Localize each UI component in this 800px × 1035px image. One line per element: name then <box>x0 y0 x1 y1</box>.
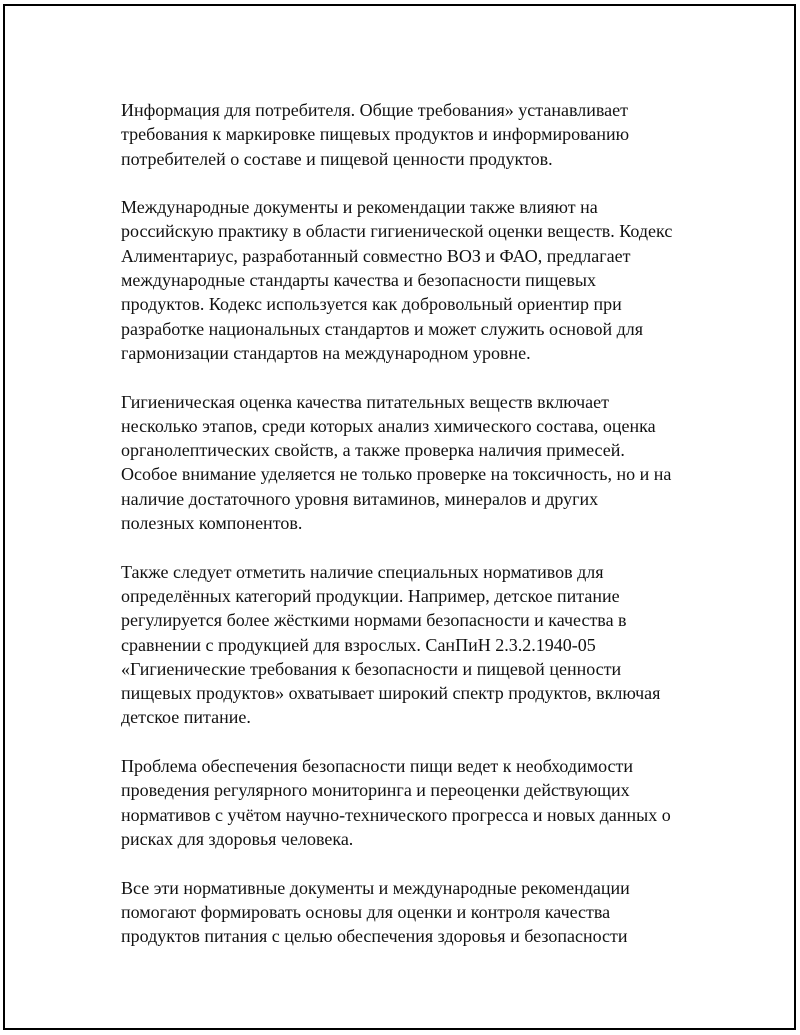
paragraph-3 <box>121 390 711 536</box>
text-line: нормативов с учётом научно-технического прогресса и новых данных о <box>121 804 671 825</box>
text-line: детское питание. <box>121 707 251 728</box>
text-line: несколько этапов, среди которых анализ химического состава, оценка <box>121 415 656 436</box>
text-line: разработке национальных стандартов и может служить основой для <box>121 318 643 339</box>
document-body <box>121 98 711 973</box>
text-line: Алиментариус, разработанный совместно ВОЗ и ФАО, предлагает <box>121 245 631 266</box>
text-line: регулируется более жёсткими нормами безопасности и качества в <box>121 610 627 631</box>
text-line: потребителей о составе и пищевой ценности продуктов. <box>121 148 553 169</box>
paragraph-6 <box>121 876 711 949</box>
text-line: Международные документы и рекомендации также влияют на <box>121 197 598 218</box>
text-line: продуктов. Кодекс используется как добровольный ориентир при <box>121 294 622 315</box>
text-line: Также следует отметить наличие специальных нормативов для <box>121 561 604 582</box>
text-line: пищевых продуктов» охватывает широкий спектр продуктов, включая <box>121 683 661 704</box>
text-line: Особое внимание уделяется не только проверке на токсичность, но и на <box>121 464 672 485</box>
text-line: «Гигиенические требования к безопасности и пищевой ценности <box>121 658 622 679</box>
text-line: требования к маркировке пищевых продуктов и информированию <box>121 124 630 145</box>
text-line: Все эти нормативные документы и международные рекомендации <box>121 877 630 898</box>
text-line: сравнении с продукцией для взрослых. СанПиН 2.3.2.1940-05 <box>121 634 596 655</box>
text-line: проведения регулярного мониторинга и переоценки действующих <box>121 780 630 801</box>
text-line: международные стандарты качества и безопасности пищевых <box>121 270 597 291</box>
paragraph-1 <box>121 98 711 171</box>
paragraph-4 <box>121 560 711 730</box>
text-line: продуктов питания с целью обеспечения здоровья и безопасности <box>121 926 628 947</box>
text-line: Информация для потребителя. Общие требования» устанавливает <box>121 100 628 120</box>
page-frame <box>3 4 796 1030</box>
text-line: Проблема обеспечения безопасности пищи ведет к необходимости <box>121 756 634 777</box>
text-line: рисках для здоровья человека. <box>121 828 354 849</box>
text-line: Гигиеническая оценка качества питательных веществ включает <box>121 391 609 412</box>
text-line: органолептических свойств, а также проверка наличия примесей. <box>121 440 625 461</box>
text-line: помогают формировать основы для оценки и контроля качества <box>121 901 611 922</box>
text-line: определённых категорий продукции. Например, детское питание <box>121 585 620 606</box>
paragraph-2 <box>121 195 711 365</box>
text-line: российскую практику в области гигиенической оценки веществ. Кодекс <box>121 221 673 242</box>
paragraph-5 <box>121 754 711 851</box>
text-line: гармонизации стандартов на международном уровне. <box>121 342 531 363</box>
text-line: наличие достаточного уровня витаминов, минералов и других <box>121 488 599 509</box>
text-line: полезных компонентов. <box>121 513 303 534</box>
